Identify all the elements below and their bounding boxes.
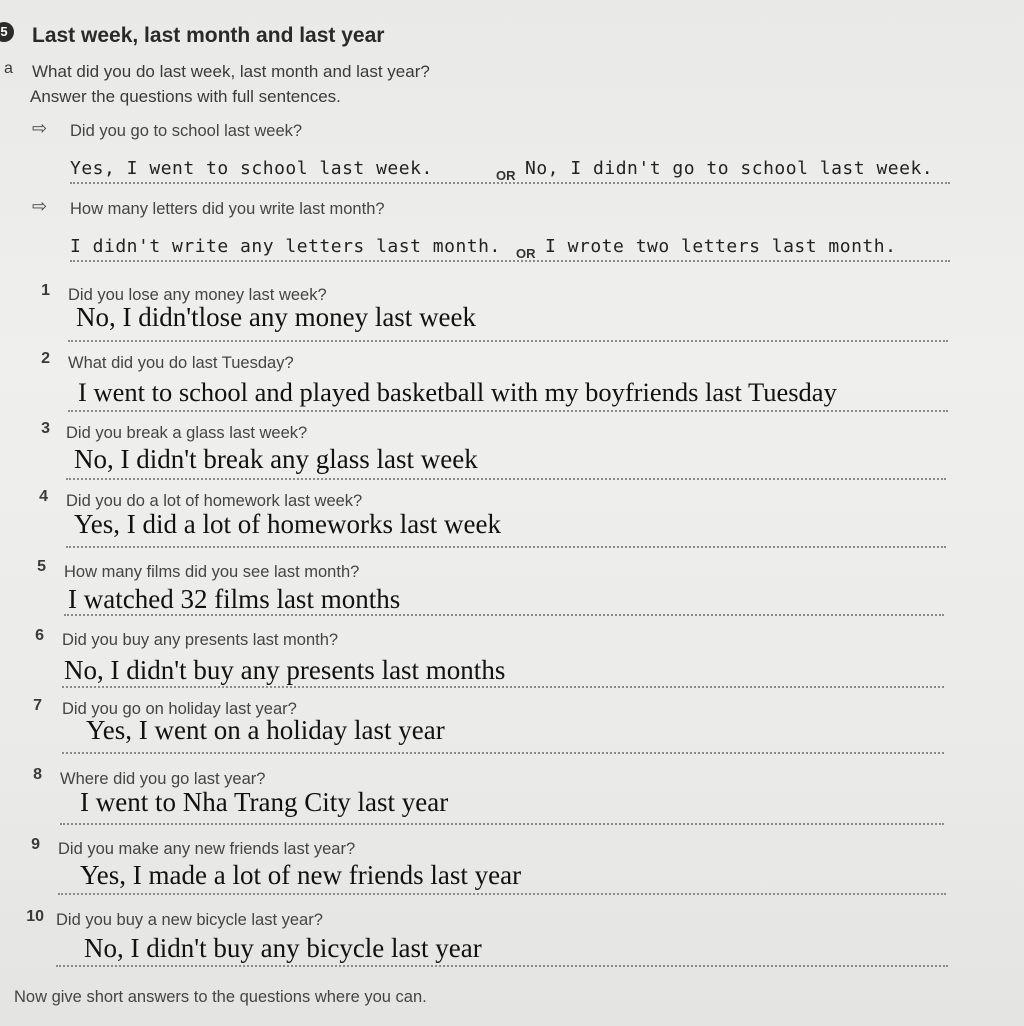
- answer-line: [62, 686, 944, 688]
- answer-text[interactable]: No, I didn'tlose any money last week: [76, 302, 477, 332]
- answer-text[interactable]: I went to Nha Trang City last year: [80, 787, 449, 817]
- answer-text[interactable]: Yes, I went on a holiday last year: [86, 715, 445, 745]
- example-question: How many letters did you write last month?: [70, 200, 385, 218]
- answer-line: [68, 410, 948, 412]
- example-answer-1: Yes, I went to school last week.: [70, 158, 433, 179]
- section-number-badge: 5: [0, 22, 14, 42]
- example-answer-line: [70, 260, 950, 262]
- question-text: Did you make any new friends last year?: [58, 840, 356, 858]
- question-number: 10: [26, 908, 44, 925]
- question-number: 1: [41, 282, 50, 299]
- answer-line: [62, 752, 944, 754]
- question-text: Did you do a lot of homework last week?: [66, 492, 363, 510]
- example-answer-2: I wrote two letters last month.: [545, 236, 897, 257]
- answer-line: [68, 340, 948, 342]
- question-text: What did you do last Tuesday?: [68, 354, 294, 372]
- example-arrow-icon: ⇨: [32, 118, 48, 138]
- answer-text[interactable]: Yes, I made a lot of new friends last year: [80, 860, 522, 890]
- answer-text[interactable]: I watched 32 films last months: [68, 584, 401, 614]
- question-text: Did you go on holiday last year?: [62, 700, 297, 718]
- answer-line: [56, 965, 948, 967]
- question-text: Did you buy any presents last month?: [62, 631, 339, 649]
- example-answer-1: I didn't write any letters last month.: [70, 236, 501, 257]
- question-number: 4: [39, 488, 48, 505]
- question-text: Did you break a glass last week?: [66, 424, 308, 442]
- answer-text[interactable]: No, I didn't buy any bicycle last year: [84, 933, 482, 963]
- question-number: 2: [41, 350, 50, 367]
- question-text: Where did you go last year?: [60, 770, 266, 788]
- answer-text[interactable]: No, I didn't buy any presents last months: [64, 655, 506, 685]
- answer-text[interactable]: Yes, I did a lot of homeworks last week: [74, 509, 501, 539]
- question-number: 9: [31, 836, 40, 853]
- section-title: Last week, last month and last year: [32, 24, 385, 47]
- example-question: Did you go to school last week?: [70, 122, 303, 140]
- example-or-label: OR: [516, 246, 536, 261]
- answer-line: [58, 893, 946, 895]
- answer-text[interactable]: No, I didn't break any glass last week: [74, 444, 478, 474]
- answer-line: [66, 546, 946, 548]
- part-letter: a: [4, 60, 13, 77]
- question-text: Did you lose any money last week?: [68, 286, 327, 304]
- question-text: Did you buy a new bicycle last year?: [56, 911, 323, 929]
- example-answer-2: No, I didn't go to school last week.: [525, 158, 934, 179]
- instruction-line-1: What did you do last week, last month and last year?: [32, 62, 430, 81]
- answer-line: [60, 823, 944, 825]
- footer-instruction: Now give short answers to the questions where you can.: [14, 988, 427, 1006]
- question-number: 8: [33, 766, 42, 783]
- answer-line: [66, 478, 946, 480]
- question-number: 7: [33, 697, 42, 714]
- instruction-line-2: Answer the questions with full sentences.: [30, 87, 341, 106]
- answer-text[interactable]: I went to school and played basketball with my boyfriends last Tuesday: [78, 377, 837, 407]
- question-number: 3: [41, 420, 50, 437]
- question-number: 6: [35, 627, 44, 644]
- question-number: 5: [37, 558, 46, 575]
- question-text: How many films did you see last month?: [64, 563, 360, 581]
- example-or-label: OR: [496, 168, 516, 183]
- example-arrow-icon: ⇨: [32, 196, 48, 216]
